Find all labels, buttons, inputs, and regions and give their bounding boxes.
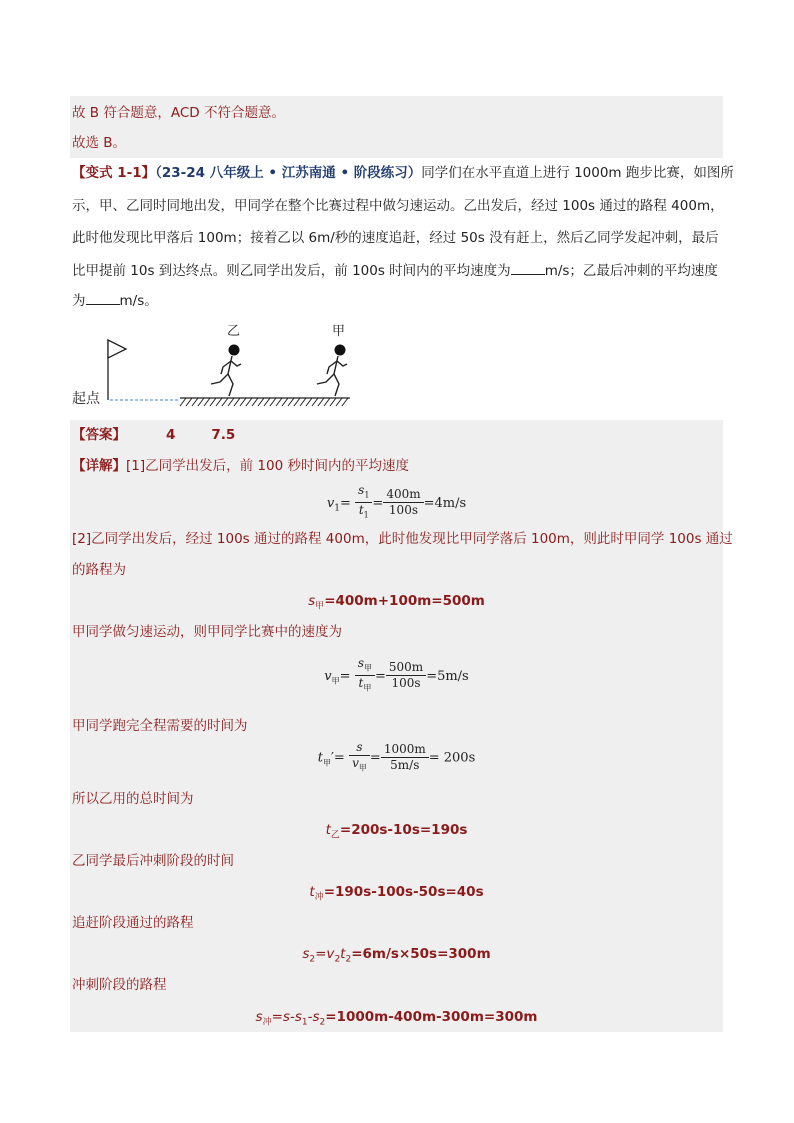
problem-line-3: 此时他发现比甲落后 100m；接着乙以 6m/秒的速度追赶，经过 50s 没有赶上，然后乙同学发起冲刺，最后 bbox=[72, 230, 719, 246]
explain-step-2-line-1: [2]乙同学出发后，经过 100s 通过的路程 400m，此时他发现比甲同学落后 100m，则此时甲同学 100s 通过 bbox=[72, 531, 733, 547]
eq4-frac-b bbox=[381, 742, 429, 773]
eq7-t: t bbox=[340, 946, 346, 962]
start-label: 起点 bbox=[72, 391, 100, 407]
explain-label: 【详解】 bbox=[72, 458, 126, 474]
eq8-a: =s-s bbox=[271, 1009, 302, 1025]
eq1-frac-b bbox=[383, 487, 423, 518]
eq7-sub: 2 bbox=[309, 954, 316, 965]
eq6-rhs: =190s-100s-50s=40s bbox=[323, 884, 484, 900]
blank-1 bbox=[511, 260, 545, 275]
equation-2 bbox=[70, 591, 723, 617]
eq7-rhs: =6m/s×50s=300m bbox=[351, 946, 491, 962]
eq7-mid: =v bbox=[315, 946, 335, 962]
equation-6 bbox=[70, 882, 723, 908]
equation-8 bbox=[70, 1007, 723, 1033]
eq4-den-a: v bbox=[352, 756, 359, 770]
explain-step-8: 冲刺阶段的路程 bbox=[72, 977, 167, 993]
explain-step-7: 追赶阶段通过的路程 bbox=[72, 915, 194, 931]
eq3-den-b: 100s bbox=[391, 676, 421, 691]
flag-icon bbox=[108, 340, 126, 358]
eq7-lhs: s bbox=[302, 946, 310, 962]
eq1-den-a: t bbox=[358, 503, 364, 518]
problem-text-5b: m/s。 bbox=[119, 293, 158, 309]
eq3-num-a: s bbox=[357, 656, 364, 670]
race-figure-svg bbox=[70, 318, 360, 410]
eq3-lhs-sub: 甲 bbox=[331, 676, 340, 686]
eq1-frac-a bbox=[355, 483, 372, 523]
eq3-den-a: t bbox=[358, 676, 364, 691]
answer-line bbox=[72, 425, 235, 445]
equation-7 bbox=[70, 944, 723, 970]
eq4-prime: ′ bbox=[330, 750, 334, 766]
answer-label: 【答案】 bbox=[72, 427, 126, 443]
eq1-num-b: 400m bbox=[383, 487, 423, 503]
eq3-num-a-sub: 甲 bbox=[363, 663, 372, 673]
eq8-a-sub: 1 bbox=[301, 1017, 308, 1028]
race-figure bbox=[70, 318, 360, 410]
runner-a-label: 甲 bbox=[332, 324, 346, 339]
explain-step-6: 乙同学最后冲刺阶段的时间 bbox=[72, 853, 234, 869]
eq3-num-b: 500m bbox=[386, 660, 426, 676]
eq3-frac-a bbox=[355, 656, 375, 696]
explain-step-4: 甲同学跑完全程需要的时间为 bbox=[72, 718, 248, 734]
eq1-den-b: 100s bbox=[388, 503, 418, 518]
eq4-den-b: 5m/s bbox=[390, 758, 420, 773]
eq8-b-sub: 2 bbox=[319, 1017, 326, 1028]
equation-5 bbox=[70, 820, 723, 846]
problem-text-4a: 比甲提前 10s 到达终点。则乙同学出发后，前 100s 时间内的平均速度为 bbox=[72, 263, 511, 279]
eq2-sub: 甲 bbox=[315, 601, 325, 612]
eq1-den-a-sub: 1 bbox=[363, 510, 369, 520]
blank-2 bbox=[86, 290, 120, 305]
eq8-rhs: =1000m-400m-300m=300m bbox=[325, 1009, 538, 1025]
eq3-lhs: v bbox=[324, 668, 332, 684]
equation-1: $v_1=$ $\frac{s_1}{t_1}$ = $\frac{400m}{100s}$ =4m/s bbox=[70, 483, 723, 519]
problem-line-4 bbox=[72, 260, 718, 281]
problem-text-1: 同学们在水平直道上进行 1000m 跑步比赛，如图所 bbox=[421, 165, 734, 181]
eq7-t-sub: 2 bbox=[345, 954, 352, 965]
equation-4: $t_甲'=$ $\frac{s}{v_甲}$ = $\frac{1000m}{5m/s}$ = 200s bbox=[70, 740, 723, 776]
eq1-lhs: v bbox=[326, 495, 335, 511]
eq4-num-b: 1000m bbox=[381, 742, 429, 758]
answer-value-2: 7.5 bbox=[211, 427, 236, 443]
eq4-den-a-sub: 甲 bbox=[358, 763, 367, 773]
eq6-lhs: t bbox=[309, 884, 315, 900]
eq5-sub: 乙 bbox=[330, 830, 340, 841]
problem-text-4b: m/s；乙最后冲刺的平均速度 bbox=[544, 263, 718, 279]
eq7-mid-sub: 2 bbox=[334, 954, 341, 965]
eq8-lhs: s bbox=[255, 1009, 263, 1025]
eq4-lhs: t bbox=[317, 750, 323, 766]
eq1-result: =4m/s bbox=[423, 495, 467, 511]
eq8-sub: 冲 bbox=[262, 1017, 272, 1028]
eq4-num-a: s bbox=[356, 740, 363, 754]
eq8-b: -s bbox=[307, 1009, 320, 1025]
eq5-rhs: =200s-10s=190s bbox=[339, 822, 468, 838]
eq1-num-a: s bbox=[358, 483, 365, 497]
explain-step-3: 甲同学做匀速运动，则甲同学比赛中的速度为 bbox=[72, 624, 342, 640]
eq1-lhs-sub: 1 bbox=[334, 503, 340, 514]
eq4-lhs-sub: 甲 bbox=[322, 758, 331, 768]
eq4-result: = 200s bbox=[428, 750, 476, 766]
explain-step-2-line-2: 的路程为 bbox=[72, 562, 126, 578]
eq1-num-a-sub: 1 bbox=[364, 490, 370, 500]
runner-b-figure bbox=[211, 345, 241, 397]
runner-b-label: 乙 bbox=[227, 324, 241, 339]
conclusion-line-1: 故 B 符合题意，ACD 不符合题意。 bbox=[72, 105, 285, 121]
eq3-den-a-sub: 甲 bbox=[363, 683, 372, 693]
problem-line-5 bbox=[72, 290, 158, 311]
conclusion-line-2: 故选 B。 bbox=[72, 135, 127, 151]
eq5-lhs: t bbox=[325, 822, 331, 838]
problem-tag: 【变式 1-1】 bbox=[72, 165, 156, 181]
eq3-frac-b bbox=[386, 660, 426, 691]
runner-a-figure bbox=[317, 345, 347, 397]
eq2-rhs: =400m+100m=500m bbox=[324, 593, 485, 609]
problem-line-2: 示，甲、乙同时同地出发，甲同学在整个比赛过程中做匀速运动。乙出发后，经过 100s 通过的路程 400m， bbox=[72, 198, 724, 214]
problem-line-1 bbox=[72, 163, 734, 183]
problem-source: （23-24 八年级上 • 江苏南通 • 阶段练习） bbox=[155, 165, 422, 181]
ground-hatching bbox=[180, 398, 348, 406]
eq4-frac-a bbox=[349, 740, 370, 775]
answer-value-1: 4 bbox=[166, 427, 176, 443]
explain-line-1 bbox=[72, 456, 409, 476]
explain-step-1: [1]乙同学出发后，前 100 秒时间内的平均速度 bbox=[126, 458, 409, 474]
eq6-sub: 冲 bbox=[314, 892, 324, 903]
explain-step-5: 所以乙用的总时间为 bbox=[72, 791, 194, 807]
eq2-lhs: s bbox=[308, 593, 316, 609]
eq3-result: =5m/s bbox=[426, 668, 469, 684]
equation-3: $v_甲=$ $\frac{s_甲}{t_甲}$ = $\frac{500m}{100s}$ =5m/s bbox=[70, 656, 723, 692]
problem-text-5a: 为 bbox=[72, 293, 86, 309]
